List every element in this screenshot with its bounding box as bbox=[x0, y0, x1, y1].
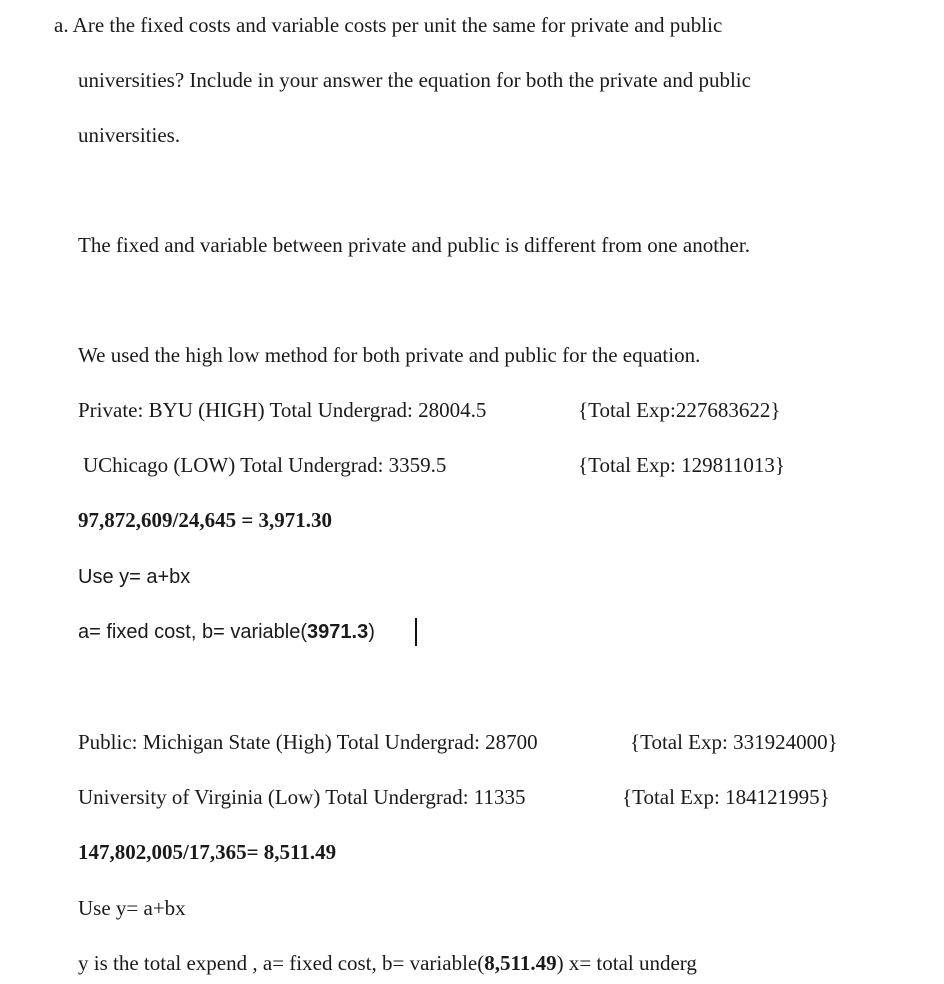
public-low-exp: {Total Exp: 184121995} bbox=[622, 785, 830, 809]
public-def-suffix: ) x= total underg bbox=[556, 951, 697, 975]
question-line-2: universities? Include in your answer the equation for both the private and public bbox=[78, 68, 751, 92]
public-high-exp: {Total Exp: 331924000} bbox=[630, 730, 838, 754]
text-cursor bbox=[415, 618, 417, 646]
question-line-3: universities. bbox=[78, 123, 181, 147]
private-low-text: UChicago (LOW) Total Undergrad: 3359.5 bbox=[83, 453, 447, 477]
private-def-prefix: a= fixed cost, b= variable( bbox=[78, 621, 308, 643]
private-calc: 97,872,609/24,645 = 3,971.30 bbox=[78, 508, 333, 532]
answer-statement: The fixed and variable between private and public is different from one another. bbox=[78, 233, 750, 257]
question-text-1: Are the fixed costs and variable costs per unit the same for private and public bbox=[72, 13, 723, 37]
public-variable-value: 8,511.49 bbox=[484, 951, 557, 975]
private-definition bbox=[78, 619, 375, 645]
question-label: a. bbox=[54, 13, 69, 37]
public-calc: 147,802,005/17,365= 8,511.49 bbox=[78, 840, 337, 864]
private-variable-value: 3971.3 bbox=[307, 621, 369, 643]
private-low-exp: {Total Exp: 129811013} bbox=[578, 453, 785, 477]
public-low-text: University of Virginia (Low) Total Undergrad: 11335 bbox=[78, 785, 526, 809]
private-high-exp: {Total Exp:227683622} bbox=[578, 398, 781, 422]
public-definition bbox=[78, 950, 697, 976]
public-def-prefix: y is the total expend , a= fixed cost, b= variable( bbox=[78, 951, 485, 975]
private-high-text: Private: BYU (HIGH) Total Undergrad: 28004.5 bbox=[78, 398, 487, 422]
public-formula: Use y= a+bx bbox=[78, 896, 186, 920]
private-formula: Use y= a+bx bbox=[78, 566, 191, 588]
public-high-text: Public: Michigan State (High) Total Undergrad: 28700 bbox=[78, 730, 538, 754]
question-line-1 bbox=[54, 12, 722, 38]
method-statement: We used the high low method for both private and public for the equation. bbox=[78, 343, 701, 367]
private-def-suffix: ) bbox=[368, 621, 375, 643]
